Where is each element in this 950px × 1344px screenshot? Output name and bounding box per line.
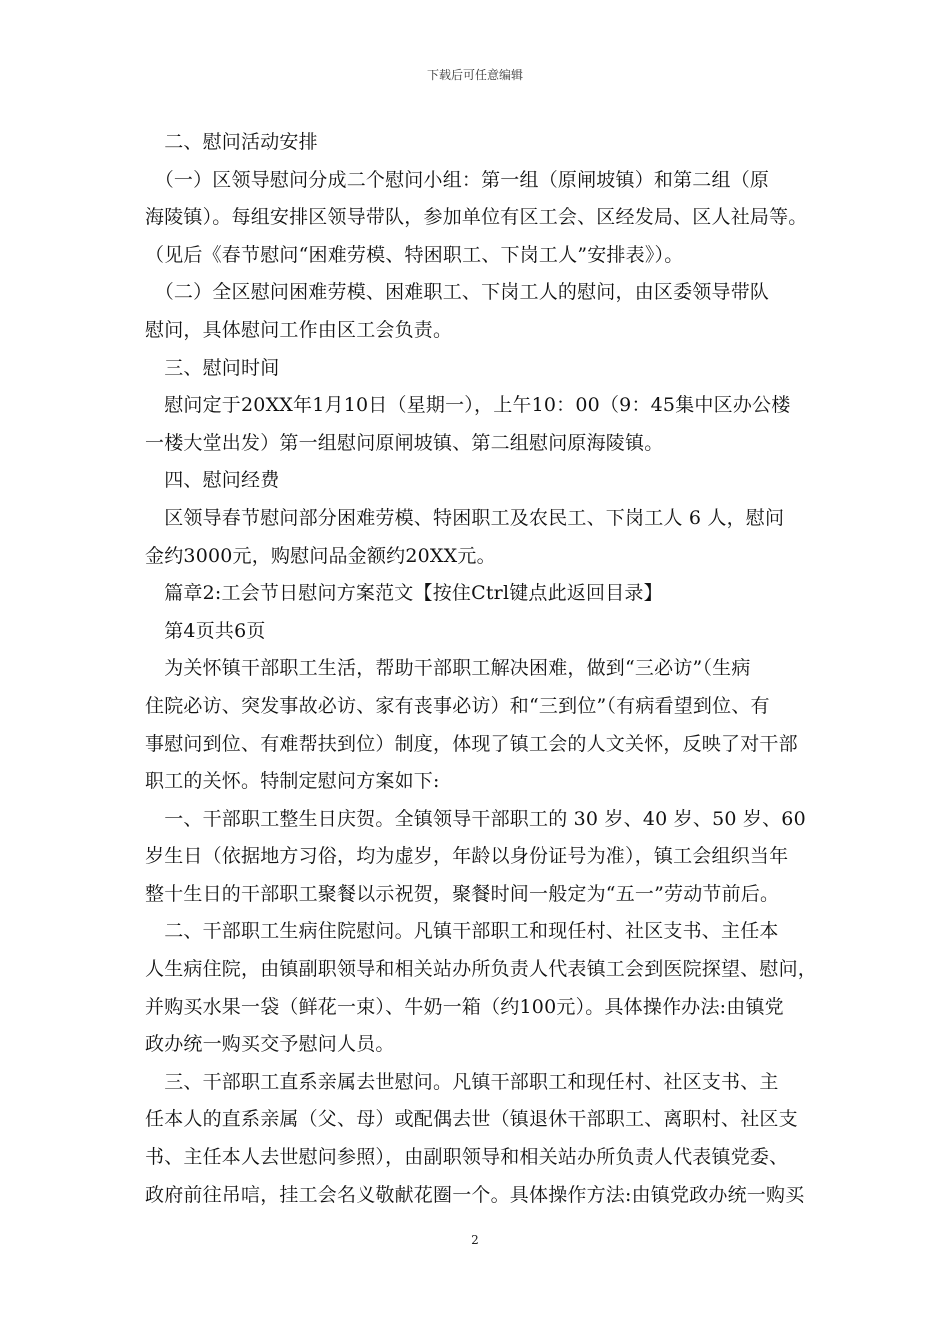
text-line: 人生病住院，由镇副职领导和相关站办所负责人代表镇工会到医院探望、慰问， [145, 958, 818, 981]
document-body [145, 124, 818, 1214]
text-line: （一）区领导慰问分成二个慰问小组：第一组（原闸坡镇）和第二组（原 [145, 168, 770, 191]
text-line: 政办统一购买交予慰问人员。 [145, 1033, 395, 1056]
text-line: 第4页共6页 [145, 619, 266, 642]
text-line: （二）全区慰问困难劳模、困难职工、下岗工人的慰问，由区委领导带队 [145, 281, 770, 304]
text-line: 三、慰问时间 [145, 356, 280, 379]
text-line: 区领导春节慰问部分困难劳模、特困职工及农民工、下岗工人 6 人，慰问 [145, 506, 785, 529]
text-line: （见后《春节慰问“困难劳模、特困职工、下岗工人”安排表》）。 [145, 243, 684, 266]
text-line: 慰问定于20XX年1月10日（星期一），上午10：00（9：45集中区办公楼 [145, 394, 791, 417]
page-number: 2 [471, 1233, 479, 1247]
text-line: 一、干部职工整生日庆贺。全镇领导干部职工的 30 岁、40 岁、50 岁、60 [145, 807, 806, 830]
page-header: 下载后可任意编辑 [426, 68, 523, 82]
text-line: 任本人的直系亲属（父、母）或配偶去世（镇退休干部职工、离职村、社区支 [145, 1108, 798, 1131]
text-line: 慰问，具体慰问工作由区工会负责。 [145, 318, 453, 341]
text-line: 三、干部职工直系亲属去世慰问。凡镇干部职工和现任村、社区支书、主 [145, 1070, 779, 1093]
text-line: 岁生日（依据地方习俗，均为虚岁，年龄以身份证号为准），镇工会组织当年 [145, 845, 789, 868]
text-line: 金约3000元，购慰问品金额约20XX元。 [145, 544, 496, 567]
text-line: 篇章2:工会节日慰问方案范文【按住Ctrl键点此返回目录】 [145, 582, 663, 605]
text-line: 住院必访、突发事故必访、家有丧事必访）和“三到位”（有病看望到位、有 [145, 694, 770, 717]
text-line: 为关怀镇干部职工生活，帮助干部职工解决困难，做到“三必访”（生病 [145, 657, 751, 680]
text-line: 四、慰问经费 [145, 469, 280, 492]
text-line: 职工的关怀。特制定慰问方案如下: [145, 770, 440, 793]
text-line: 事慰问到位、有难帮扶到位）制度，体现了镇工会的人文关怀，反映了对干部 [145, 732, 798, 755]
text-line: 书、主任本人去世慰问参照），由副职领导和相关站办所负责人代表镇党委、 [145, 1146, 789, 1169]
text-line: 二、干部职工生病住院慰问。凡镇干部职工和现任村、社区支书、主任本 [145, 920, 779, 943]
text-line: 海陵镇）。每组安排区领导带队，参加单位有区工会、区经发局、区人社局等。 [145, 206, 808, 229]
text-line: 一楼大堂出发）第一组慰问原闸坡镇、第二组慰问原海陵镇。 [145, 431, 664, 454]
text-line: 政府前往吊唁，挂工会名义敬献花圈一个。具体操作方法:由镇党政办统一购买 [145, 1183, 805, 1206]
text-line: 二、慰问活动安排 [145, 131, 318, 153]
text-line: 整十生日的干部职工聚餐以示祝贺，聚餐时间一般定为“五一”劳动节前后。 [145, 882, 780, 905]
text-line: 并购买水果一袋（鲜花一束）、牛奶一箱（约100元）。具体操作办法:由镇党 [145, 995, 784, 1018]
